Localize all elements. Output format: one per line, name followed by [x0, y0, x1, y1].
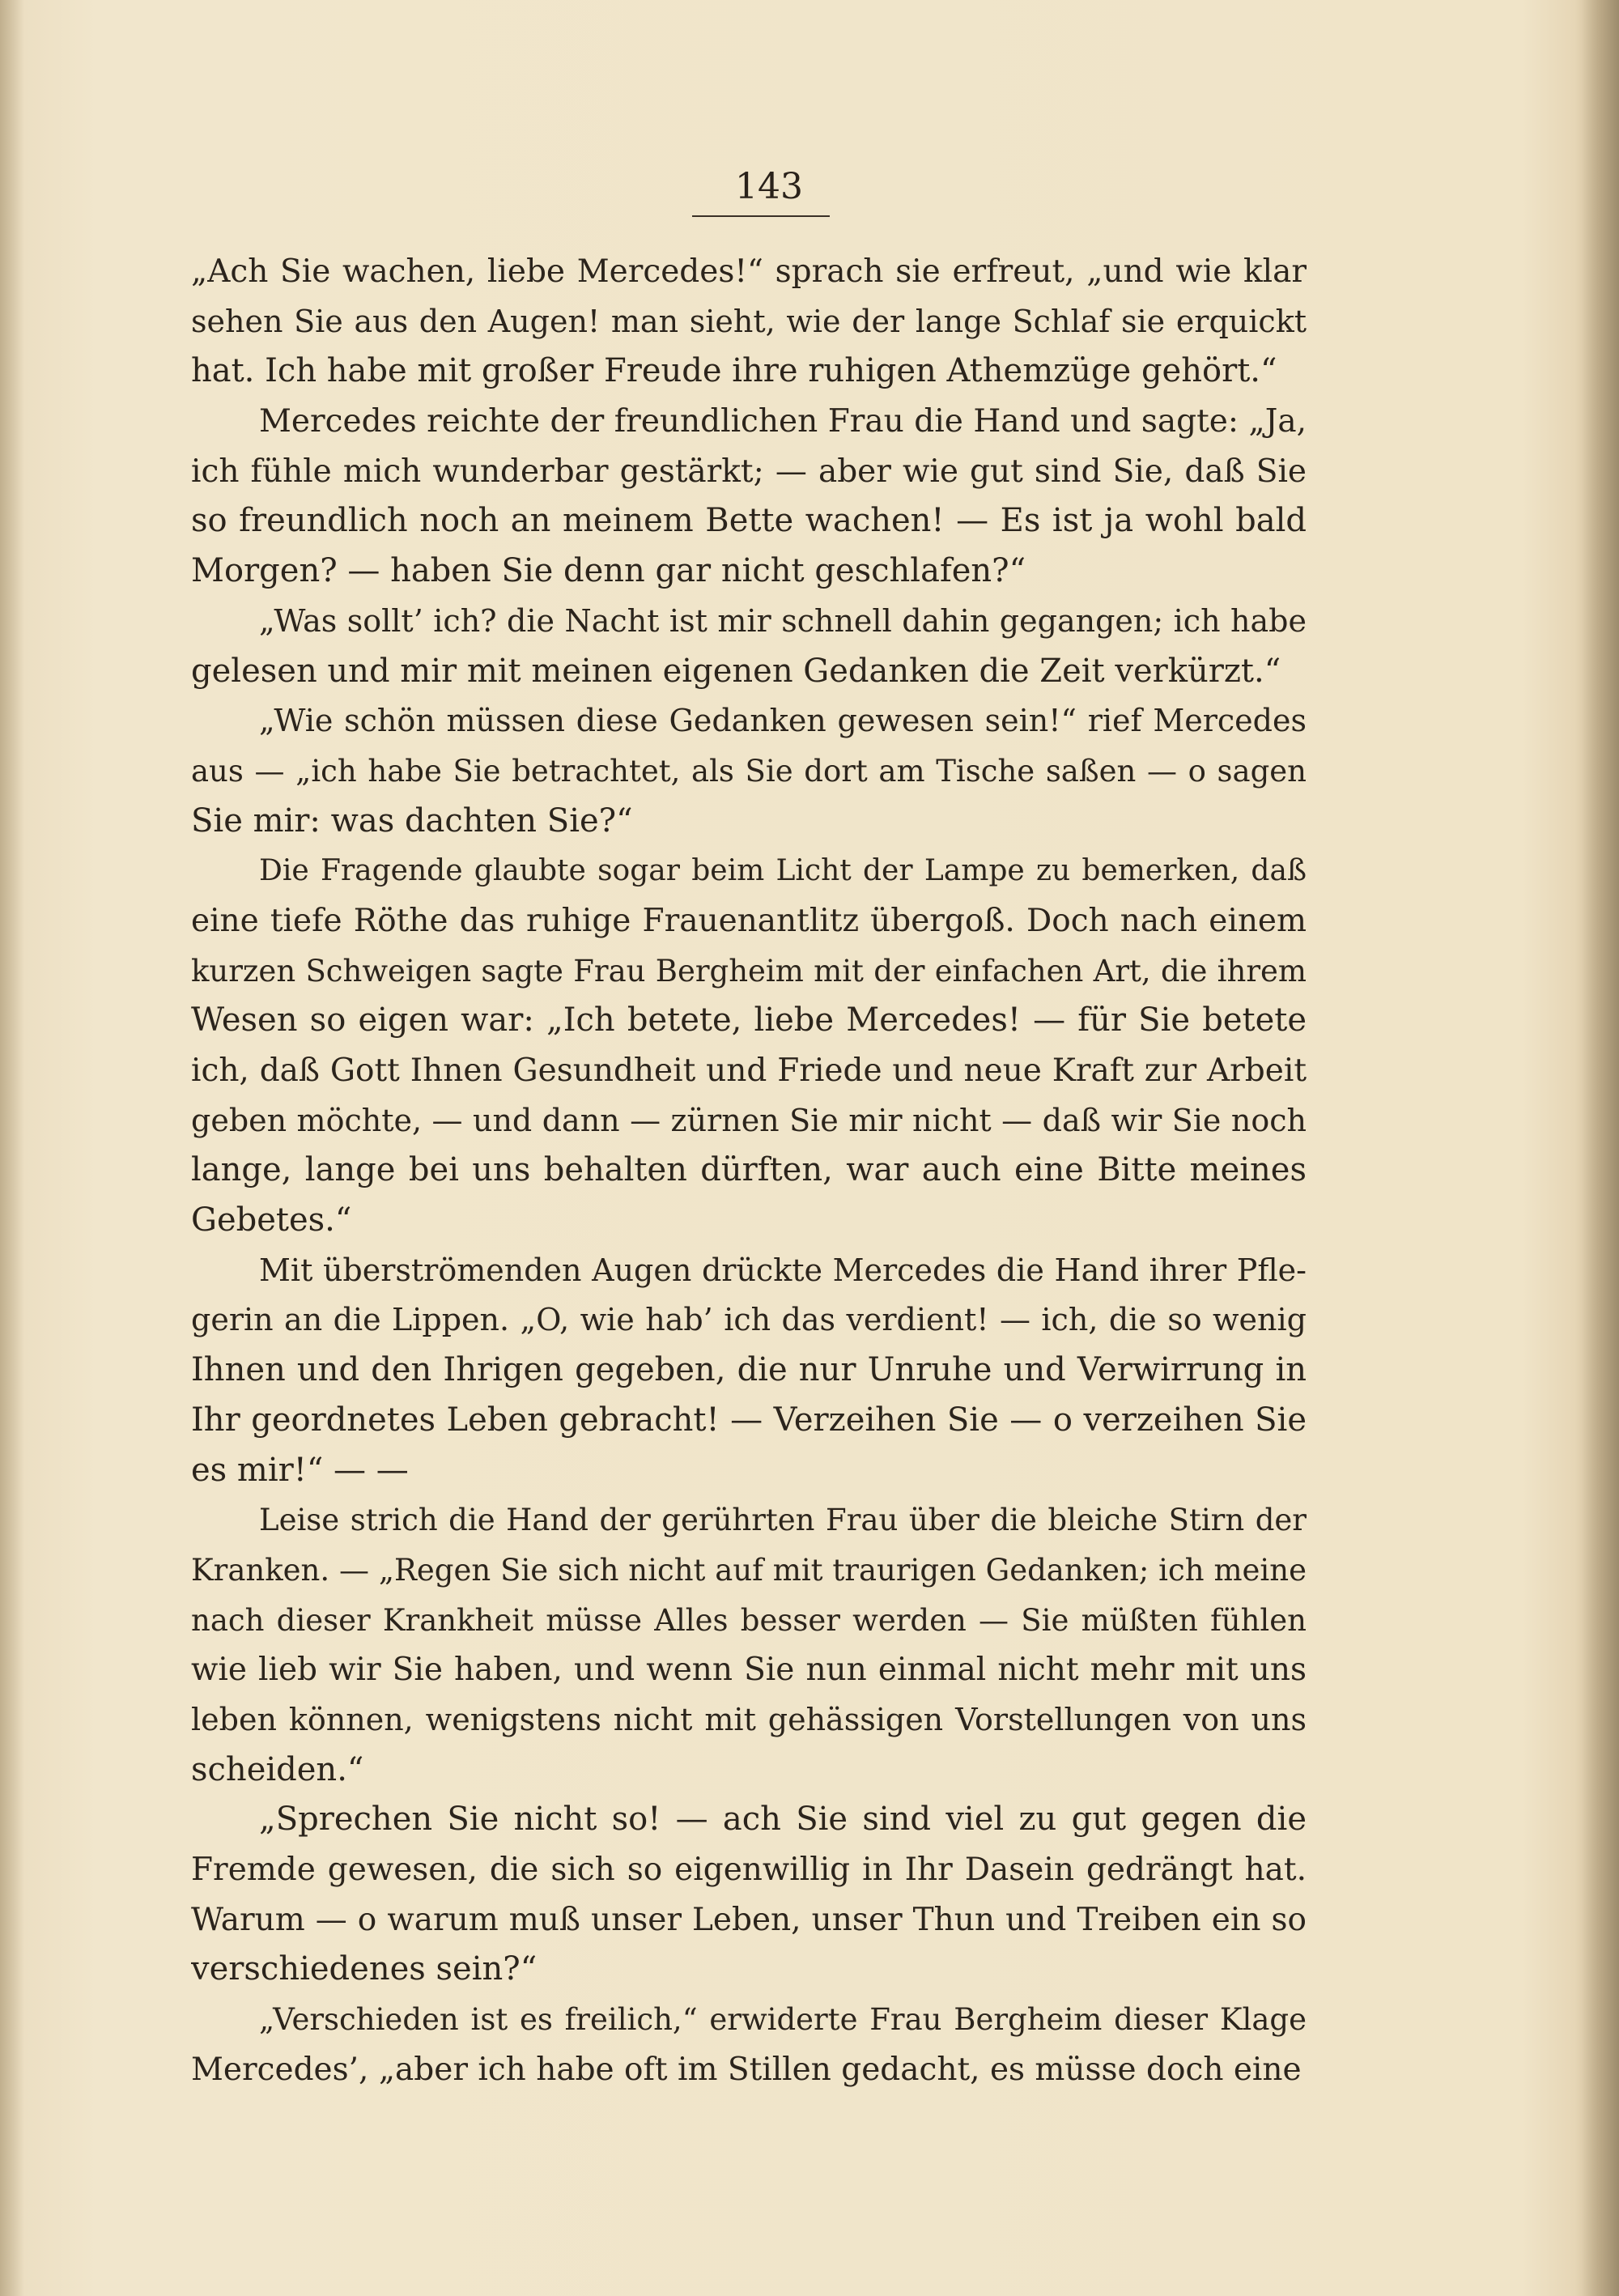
text-line: Mercedes reichte der freundlichen Frau die Hand und sagte: „Ja,	[259, 403, 1307, 440]
text-line: eine tiefe Röthe das ruhige Frauenantlitz übergoß. Doch nach einem	[191, 902, 1307, 939]
paragraph	[191, 247, 1307, 397]
text-line: sehen Sie aus den Augen! man sieht, wie der lange Schlaf sie erquickt	[191, 303, 1307, 339]
text-line: geben möchte, — und dann — zürnen Sie mir nicht — daß wir Sie noch	[191, 1102, 1307, 1138]
page-number: 143	[735, 166, 803, 207]
text-line: ich fühle mich wunderbar gestärkt; — aber wie gut sind Sie, daß Sie	[191, 453, 1307, 490]
text-line: gelesen und mir mit meinen eigenen Gedanken die Zeit verkürzt.“	[191, 652, 1281, 690]
text-line: verschiedenes sein?“	[191, 1950, 538, 1988]
text-line: ich, daß Gott Ihnen Gesundheit und Friede und neue Kraft zur Arbeit	[191, 1052, 1307, 1089]
paragraph	[191, 696, 1307, 846]
text-line: Mit überströmenden Augen drückte Mercedes die Hand ihrer Pfle-	[259, 1252, 1307, 1288]
text-line: Wesen so eigen war: „Ich betete, liebe Mercedes! — für Sie betete	[191, 1001, 1307, 1040]
text-line: Gebetes.“	[191, 1201, 352, 1239]
paragraph	[191, 1795, 1307, 1995]
text-line: scheiden.“	[191, 1750, 364, 1788]
text-line: aus — „ich habe Sie betrachtet, als Sie dort am Tische saßen — o sagen	[191, 753, 1307, 789]
text-line: Warum — o warum muß unser Leben, unser Thun und Treiben ein so	[191, 1901, 1307, 1938]
text-line: es mir!“ — —	[191, 1451, 409, 1489]
text-line: „Verschieden ist es freilich,“ erwiderte Frau Bergheim dieser Klage	[259, 2002, 1307, 2038]
text-line: nach dieser Krankheit müsse Alles besser werden — Sie müßten fühlen	[191, 1602, 1307, 1638]
text-line: so freundlich noch an meinem Bette wachen! — Es ist ja wohl bald	[191, 502, 1307, 540]
text-line: leben können, wenigstens nicht mit gehässigen Vorstellungen von uns	[191, 1701, 1307, 1737]
text-line: Ihnen und den Ihrigen gegeben, die nur Unruhe und Verwirrung in	[191, 1351, 1307, 1389]
text-line: wie lieb wir Sie haben, und wenn Sie nun einmal nicht mehr mit uns	[191, 1652, 1307, 1689]
body-text	[191, 247, 1307, 2094]
text-line: Die Fragende glaubte sogar beim Licht der Lampe zu bemerken, daß	[259, 854, 1307, 888]
text-line: Leise strich die Hand der gerührten Frau über die bleiche Stirn der	[259, 1503, 1307, 1538]
text-line: hat. Ich habe mit großer Freude ihre ruhigen Athemzüge gehört.“	[191, 352, 1277, 390]
text-line: „Was sollt’ ich? die Nacht ist mir schnell dahin gegangen; ich habe	[259, 602, 1307, 639]
paragraph	[191, 397, 1307, 597]
text-line: kurzen Schweigen sagte Frau Bergheim mit der einfachen Art, die ihrem	[191, 953, 1307, 989]
header-rule	[692, 215, 830, 217]
text-line: Morgen? — haben Sie denn gar nicht geschlafen?“	[191, 552, 1026, 590]
text-line: Fremde gewesen, die sich so eigenwillig in Ihr Dasein gedrängt hat.	[191, 1852, 1307, 1888]
text-line: lange, lange bei uns behalten dürften, war auch eine Bitte meines	[191, 1151, 1307, 1189]
page-right-edge	[1582, 0, 1619, 2296]
paragraph	[191, 846, 1307, 1246]
paragraph	[191, 597, 1307, 696]
text-line: „Wie schön müssen diese Gedanken gewesen sein!“ rief Mercedes	[259, 703, 1307, 739]
text-line: „Ach Sie wachen, liebe Mercedes!“ sprach sie erfreut, „und wie klar	[191, 253, 1307, 290]
paragraph	[191, 1495, 1307, 1795]
text-line: Kranken. — „Regen Sie sich nicht auf mit traurigen Gedanken; ich meine	[191, 1552, 1307, 1588]
paragraph	[191, 1246, 1307, 1495]
text-line: Mercedes’, „aber ich habe oft im Stillen gedacht, es müsse doch eine	[191, 2051, 1302, 2088]
paragraph	[191, 1995, 1307, 2094]
text-line: gerin an die Lippen. „O, wie hab’ ich das verdient! — ich, die so wenig	[191, 1302, 1307, 1338]
page-left-edge	[0, 0, 24, 2296]
text-line: Sie mir: was dachten Sie?“	[191, 801, 633, 840]
text-line: Ihr geordnetes Leben gebracht! — Verzeihen Sie — o verzeihen Sie	[191, 1401, 1307, 1439]
text-line: „Sprechen Sie nicht so! — ach Sie sind viel zu gut gegen die	[259, 1801, 1307, 1839]
